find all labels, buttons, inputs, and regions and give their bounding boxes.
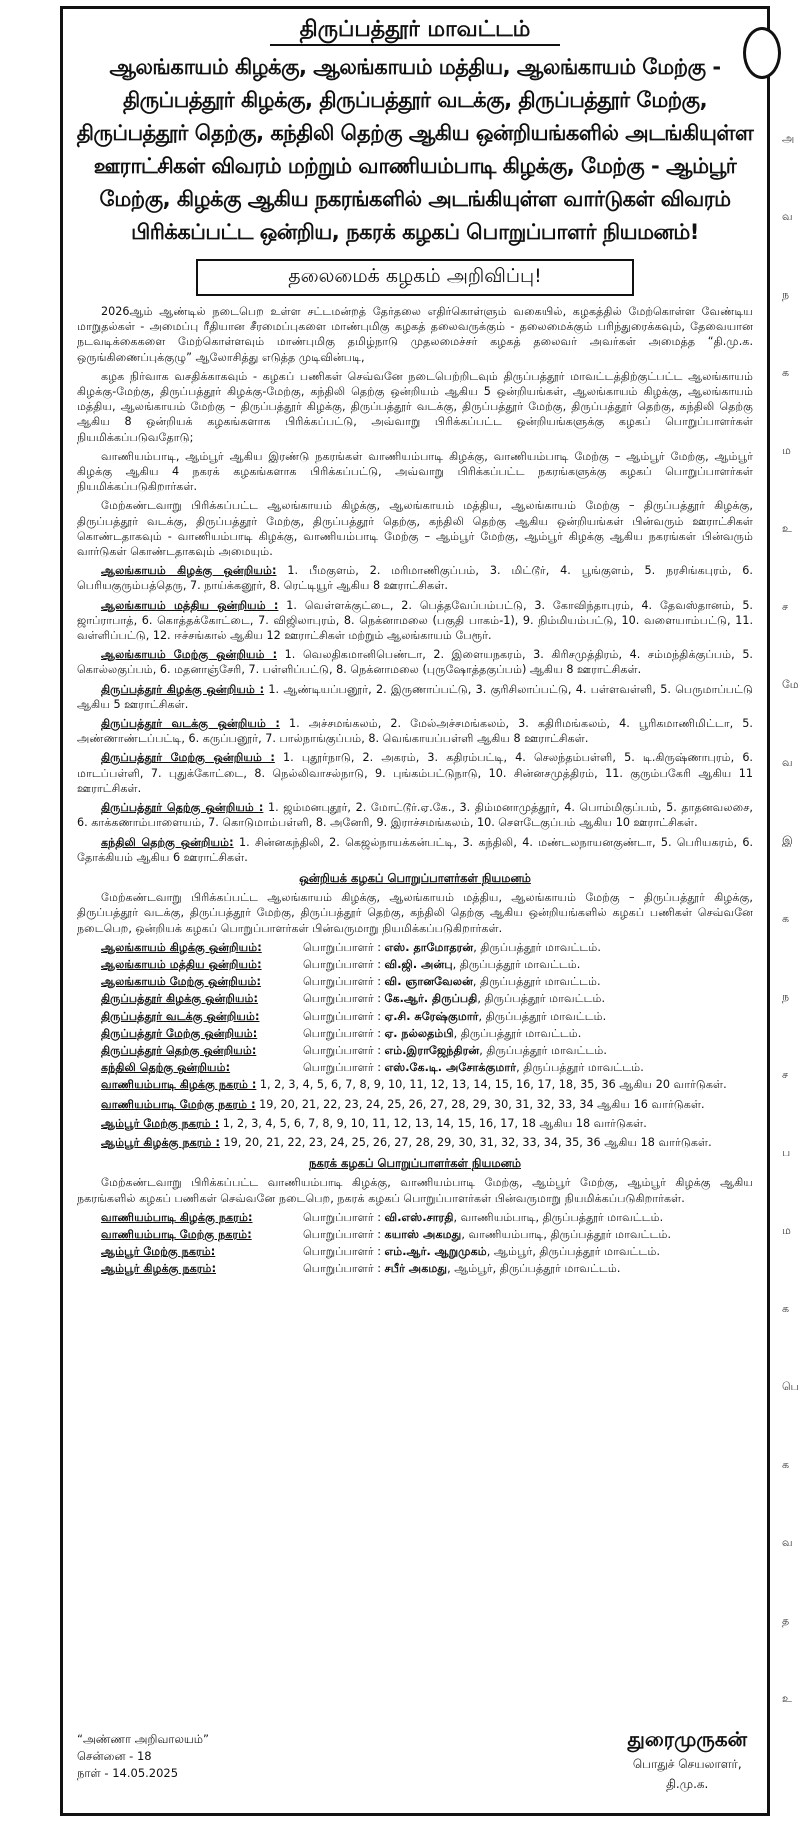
union-responsible-row: ஆலங்காயம் மத்திய ஒன்றியம்: பொறுப்பாளர் : வி.ஜி. அன்பு, திருப்பத்தூர் மாவட்டம். [101,957,581,971]
edge-glyph: அ [782,132,795,145]
announcement-frame [60,6,770,1816]
town-responsible-row: ஆம்பூர் மேற்கு நகரம்: பொறுப்பாளர் : எம்.ஆர். ஆறுமுகம், ஆம்பூர், திருப்பத்தூர் மாவட்டம். [101,1245,661,1259]
district-title: திருப்பத்தூர் மாவட்டம் [63,17,767,45]
edge-glyph: க [782,1302,790,1315]
edge-glyph: ச [782,600,789,613]
union-responsible-row: கந்திலி தெற்கு ஒன்றியம்: பொறுப்பாளர் : எஸ்.கே.டி. அசோக்குமார், திருப்பத்தூர் மாவட்டம். [101,1061,644,1075]
union-section-title: ஒன்றியக் கழகப் பொறுப்பாளர்கள் நியமனம் [299,870,531,885]
town-section-intro: மேற்கண்டவாறு பிரிக்கப்பட்ட வாணியம்பாடி கிழக்கு, வாணியம்பாடி மேற்கு, ஆம்பூர் மேற்கு, ஆம்பூர் கிழக்கு ஆகிய நகரங்களில் கழகப் பணிகள் செவ்வனே நடைபெற, நகரக் கழகப் பொறுப்பாளர்கள் பின்வருமாறு நியமிக்கப்படுகிறார்கள். [77,1176,753,1205]
union-villages-2: ஆலங்காயம் மத்திய ஒன்றியம் : 1. வெள்ளக்குட்டை, 2. பெத்தவேப்பம்பட்டு, 3. கோவிந்தாபுரம், 4. தேவஸ்தானம், 5. ஜாப்ராபாத், 6. கொத்தக்கோட்டை, 7. விஜிலாபுரம், 8. நெக்னாமலை (பகுதி பாகம்-1), 9. நிம்மியம்பட்டு, 10. வளையாம்பட்டு, 11. வள்ளிப்பட்டு, 12. ஈச்சங்கால் ஆகிய 12 ஊராட்சிகள் மற்றும் ஆலங்காயம் பேரூர். [77,598,753,643]
footer-place-date [77,1731,209,1782]
notice-body [77,304,753,1277]
union-villages-5: திருப்பத்தூர் வடக்கு ஒன்றியம் : 1. அச்சமங்கலம், 2. மேல்அச்சமங்கலம், 3. கதிரிமங்கலம், 4. பூரிகமாணிமிட்டா, 5. அண்ணாண்டப்பட்டி, 6. கருப்பனூர், 7. பால்நாங்குப்பம், 8. வெங்காயப்பள்ளி ஆகிய 8 ஊராட்சிகள். [77,717,753,746]
signatory-org: தி.மு.க. [666,1777,709,1791]
announcement-box: தலைமைக் கழகம் அறிவிப்பு! [196,259,634,296]
town-responsible-row: வாணியம்பாடி கிழக்கு நகரம்: பொறுப்பாளர் : வி.எஸ்.சாரதி, வாணியம்பாடி, திருப்பத்தூர் மாவட்டம். [101,1210,664,1224]
edge-glyph: ப [782,1146,791,1159]
union-villages-3: ஆலங்காயம் மேற்கு ஒன்றியம் : 1. வெலதிகமானிபெண்டா, 2. இளையநகரம், 3. கிரிசமுத்திரம், 4. சம்மந்திக்குப்பம், 5. கொல்லகுப்பம், 6. மதனாஞ்சேரி, 7. பள்ளிப்பட்டு, 8. நெக்னாமலை (புருஷோத்தகுப்பம்) ஆகிய 8 ஊராட்சிகள். [77,648,753,677]
city: சென்னை - 18 [77,1749,152,1763]
town-wards-4: ஆம்பூர் கிழக்கு நகரம் : 19, 20, 21, 22, 23, 24, 25, 26, 27, 28, 29, 30, 31, 32, 33, 34, 35, 36 ஆகிய 18 வார்டுகள். [101,1135,712,1149]
edge-glyph: வ [782,210,793,223]
town-wards-3: ஆம்பூர் மேற்கு நகரம் : 1, 2, 3, 4, 5, 6, 7, 8, 9, 10, 11, 12, 13, 14, 15, 16, 17, 18 ஆகிய 18 வார்டுகள். [101,1116,647,1130]
signatory-name: துரைமுருகன் [627,1727,747,1751]
footer [77,1727,753,1803]
edge-glyph: இ [782,834,793,847]
union-responsible-row: திருப்பத்தூர் வடக்கு ஒன்றியம்: பொறுப்பாளர் : ஏ.சி. சுரேஷ்குமார், திருப்பத்தூர் மாவட்டம். [101,1009,607,1023]
edge-glyph: மே [782,678,799,691]
edge-glyph: வ [782,1536,793,1549]
adjacent-column-edge [782,0,800,1825]
town-responsible-row: ஆம்பூர் கிழக்கு நகரம்: பொறுப்பாளர் : சபீர் அகமது, ஆம்பூர், திருப்பத்தூர் மாவட்டம். [101,1262,621,1276]
signature-block [627,1727,747,1794]
signatory-role: பொதுச் செயலாளர், [632,1757,742,1771]
union-villages-4: திருப்பத்தூர் கிழக்கு ஒன்றியம் : 1. ஆண்டியப்பனூர், 2. இருணாப்பட்டு, 3. குரிசிலாப்பட்டு, 4. பள்ளவள்ளி, 5. பெருமாப்பட்டு ஆகிய 5 ஊராட்சிகள். [77,682,753,711]
edge-glyph: உ [782,1692,792,1705]
union-responsible-row: ஆலங்காயம் கிழக்கு ஒன்றியம்: பொறுப்பாளர் : எஸ். தாமோதரன், திருப்பத்தூர் மாவட்டம். [101,940,601,954]
union-responsible-row: ஆலங்காயம் மேற்கு ஒன்றியம்: பொறுப்பாளர் : வி. ஞானவேலன், திருப்பத்தூர் மாவட்டம். [101,975,601,989]
intro-paragraph-4: மேற்கண்டவாறு பிரிக்கப்பட்ட ஆலங்காயம் கிழக்கு, ஆலங்காயம் மத்திய, ஆலங்காயம் மேற்கு – திருப்பத்தூர் கிழக்கு, திருப்பத்தூர் வடக்கு, திருப்பத்தூர் மேற்கு, திருப்பத்தூர் தெற்கு, கந்திலி தெற்கு ஆகிய ஒன்றியங்கள் பின்வரும் ஊராட்சிகள் கொண்டதாகவும் - வாணியம்பாடி கிழக்கு, வாணியம்பாடி மேற்கு – ஆம்பூர் மேற்கு, ஆம்பூர் கிழக்கு ஆகிய நகரங்கள் பின்வரும் வார்டுகள் கொண்டதாகவும் அமையும். [77,499,753,559]
edge-glyph: பெ [782,1380,799,1393]
edge-glyph: ந [782,288,790,301]
edge-glyph: த [782,1614,790,1627]
town-responsible-row: வாணியம்பாடி மேற்கு நகரம்: பொறுப்பாளர் : கயாஸ் அகமது, வாணியம்பாடி, திருப்பத்தூர் மாவட்டம். [101,1227,672,1241]
union-responsible-row: திருப்பத்தூர் மேற்கு ஒன்றியம்: பொறுப்பாளர் : ஏ. நல்லதம்பி, திருப்பத்தூர் மாவட்டம். [101,1026,582,1040]
union-responsible-row: திருப்பத்தூர் தெற்கு ஒன்றியம்: பொறுப்பாளர் : எம்.இராஜேந்திரன், திருப்பத்தூர் மாவட்டம். [101,1043,607,1057]
edge-glyph: ம [782,1224,791,1237]
edge-logo-fragment [743,27,781,79]
union-section-intro: மேற்கண்டவாறு பிரிக்கப்பட்ட ஆலங்காயம் கிழக்கு, ஆலங்காயம் மத்திய, ஆலங்காயம் மேற்கு – திருப்பத்தூர் கிழக்கு, திருப்பத்தூர் வடக்கு, திருப்பத்தூர் மேற்கு, திருப்பத்தூர் தெற்கு, கந்திலி தெற்கு ஆகிய ஒன்றியங்களில் கழகப் பணிகள் செவ்வனே நடைபெற, ஒன்றியக் கழகப் பொறுப்பாளர்கள் பின்வருமாறு நியமிக்கப்படுகிறார்கள். [77,891,753,935]
edge-glyph: க [782,366,790,379]
edge-glyph: க [782,912,790,925]
edge-glyph: ந [782,990,790,1003]
edge-glyph: க [782,1458,790,1471]
town-section-title: நகரக் கழகப் பொறுப்பாளர்கள் நியமனம் [309,1156,521,1171]
union-villages-1: ஆலங்காயம் கிழக்கு ஒன்றியம்: 1. பீமகுளம், 2. மரிமாணிகுப்பம், 3. மிட்டூர், 4. பூங்குளம், 5. நரசிங்கபுரம், 6. பெரியகுரும்பத்தெரு, 7. நாய்க்கனூர், 8. ரெட்டியூர் ஆகிய 8 ஊராட்சிகள். [77,564,753,593]
union-villages-7: திருப்பத்தூர் தெற்கு ஒன்றியம் : 1. ஜம்மனபுதூர், 2. மோட்டூர்.ஏ.கே., 3. திம்மனாமுத்தூர், 4. பொம்மிகுப்பம், 5. தாதனவலசை, 6. காக்கணாம்பாளையம், 7. கொடுமாம்பள்ளி, 8. அனேரி, 9. இராச்சமங்கலம், 10. சௌடேகுப்பம் ஆகிய 10 ஊராட்சிகள். [77,801,753,830]
edge-glyph: ச [782,1068,789,1081]
edge-glyph: ம [782,444,791,457]
intro-paragraph-1: 2026ஆம் ஆண்டில் நடைபெற உள்ள சட்டமன்றத் தேர்தலை எதிர்கொள்ளும் வகையில், கழகத்தில் மேற்கொள்ள வேண்டிய மாறுதல்கள் - அமைப்பு ரீதியான சீரமைப்புகளை மாண்புமிகு கழகத் தலைவருக்கும் - தலைமைக்கும் பரிந்துரைக்கவும், தேவையான நடவடிக்கைகளை மேற்கொள்ளவும் மாண்புமிகு தமிழ்நாடு முதலமைச்சர் கழகத் தலைவர் அவர்கள் அமைத்த “தி.மு.க. ஒருங்கிணைப்புக்குழு” ஆலோசித்து எடுத்த முடிவின்படி, [77,305,753,364]
union-villages-8: கந்திலி தெற்கு ஒன்றியம்: 1. சின்னகந்திலி, 2. கெஜல்நாயக்கன்பட்டி, 3. கந்திலி, 4. மண்டலநாயனகுண்டா, 5. பெரியகரம், 6. தோக்கியம் ஆகிய 6 ஊராட்சிகள். [77,835,753,864]
edge-glyph: உ [782,522,792,535]
date: நாள் - 14.05.2025 [77,1766,179,1780]
headline: ஆலங்காயம் கிழக்கு, ஆலங்காயம் மத்திய, ஆலங்காயம் மேற்கு - திருப்பத்தூர் கிழக்கு, திருப்பத்தூர் வடக்கு, திருப்பத்தூர் மேற்கு, திருப்பத்தூர் தெற்கு, கந்திலி தெற்கு ஆகிய ஒன்றியங்களில் அடங்கியுள்ள ஊராட்சிகள் விவரம் மற்றும் வாணியம்பாடி கிழக்கு, மேற்கு - ஆம்பூர் மேற்கு, கிழக்கு ஆகிய நகரங்களில் அடங்கியுள்ள வார்டுகள் விவரம் பிரிக்கப்பட்ட ஒன்றிய, நகரக் கழகப் பொறுப்பாளர் நியமனம்! [76,55,754,244]
edge-glyph: வ [782,756,793,769]
union-responsible-row: திருப்பத்தூர் கிழக்கு ஒன்றியம்: பொறுப்பாளர் : கே.ஆர். திருப்பதி, திருப்பத்தூர் மாவட்டம். [101,992,606,1006]
town-wards-1: வாணியம்பாடி கிழக்கு நகரம் : 1, 2, 3, 4, 5, 6, 7, 8, 9, 10, 11, 12, 13, 14, 15, 16, 17, 18, 35, 36 ஆகிய 20 வார்டுகள். [101,1078,727,1092]
union-villages-6: திருப்பத்தூர் மேற்கு ஒன்றியம் : 1. புதூர்நாடு, 2. அகரம், 3. கதிரம்பட்டி, 4. செலந்தம்பள்ளி, 5. டி.கிருஷ்ணாபுரம், 6. மாடப்பள்ளி, 7. புதுக்கோட்டை, 8. நெல்லிவாசல்நாடு, 9. புங்கம்பட்டுநாடு, 10. சின்னசமுத்திரம், 11. குரும்பகேரி ஆகிய 11 ஊராட்சிகள். [77,751,753,795]
place-name: “அண்ணா அறிவாலயம்” [77,1732,209,1746]
intro-paragraph-3: வாணியம்பாடி, ஆம்பூர் ஆகிய இரண்டு நகரங்கள் வாணியம்பாடி கிழக்கு, வாணியம்பாடி மேற்கு – ஆம்பூர் மேற்கு, ஆம்பூர் கிழக்கு ஆகிய 4 நகரக் கழகங்களாக பிரிக்கப்பட்டு, அவ்வாறு பிரிக்கப்பட்ட நகரங்களுக்கு கழகப் பொறுப்பாளர்கள் நியமிக்கப்படுகிறார்கள். [77,449,753,494]
intro-paragraph-2: கழக நிர்வாக வசதிக்காகவும் - கழகப் பணிகள் செவ்வனே நடைபெற்றிடவும் திருப்பத்தூர் மாவட்டத்திற்குட்பட்ட ஆலங்காயம் கிழக்கு-மேற்கு, திருப்பத்தூர் கிழக்கு-மேற்கு, கந்திலி தெற்கு ஒன்றியம் ஆகிய 5 ஒன்றியங்கள், ஆலங்காயம் கிழக்கு, ஆலங்காயம் மத்திய, ஆலங்காயம் மேற்கு – திருப்பத்தூர் கிழக்கு, திருப்பத்தூர் வடக்கு, திருப்பத்தூர் மேற்கு, திருப்பத்தூர் தெற்கு, கந்திலி தெற்கு ஆகிய 8 ஒன்றியக் கழகங்களாக பிரிக்கப்பட்டு, அவ்வாறு பிரிக்கப்பட்ட ஒன்றியங்களுக்கு கழகப் பொறுப்பாளர்கள் நியமிக்கப்படுவதோடு; [77,369,753,444]
town-wards-2: வாணியம்பாடி மேற்கு நகரம் : 19, 20, 21, 22, 23, 24, 25, 26, 27, 28, 29, 30, 31, 32, 33, 34 ஆகிய 16 வார்டுகள். [101,1097,705,1111]
